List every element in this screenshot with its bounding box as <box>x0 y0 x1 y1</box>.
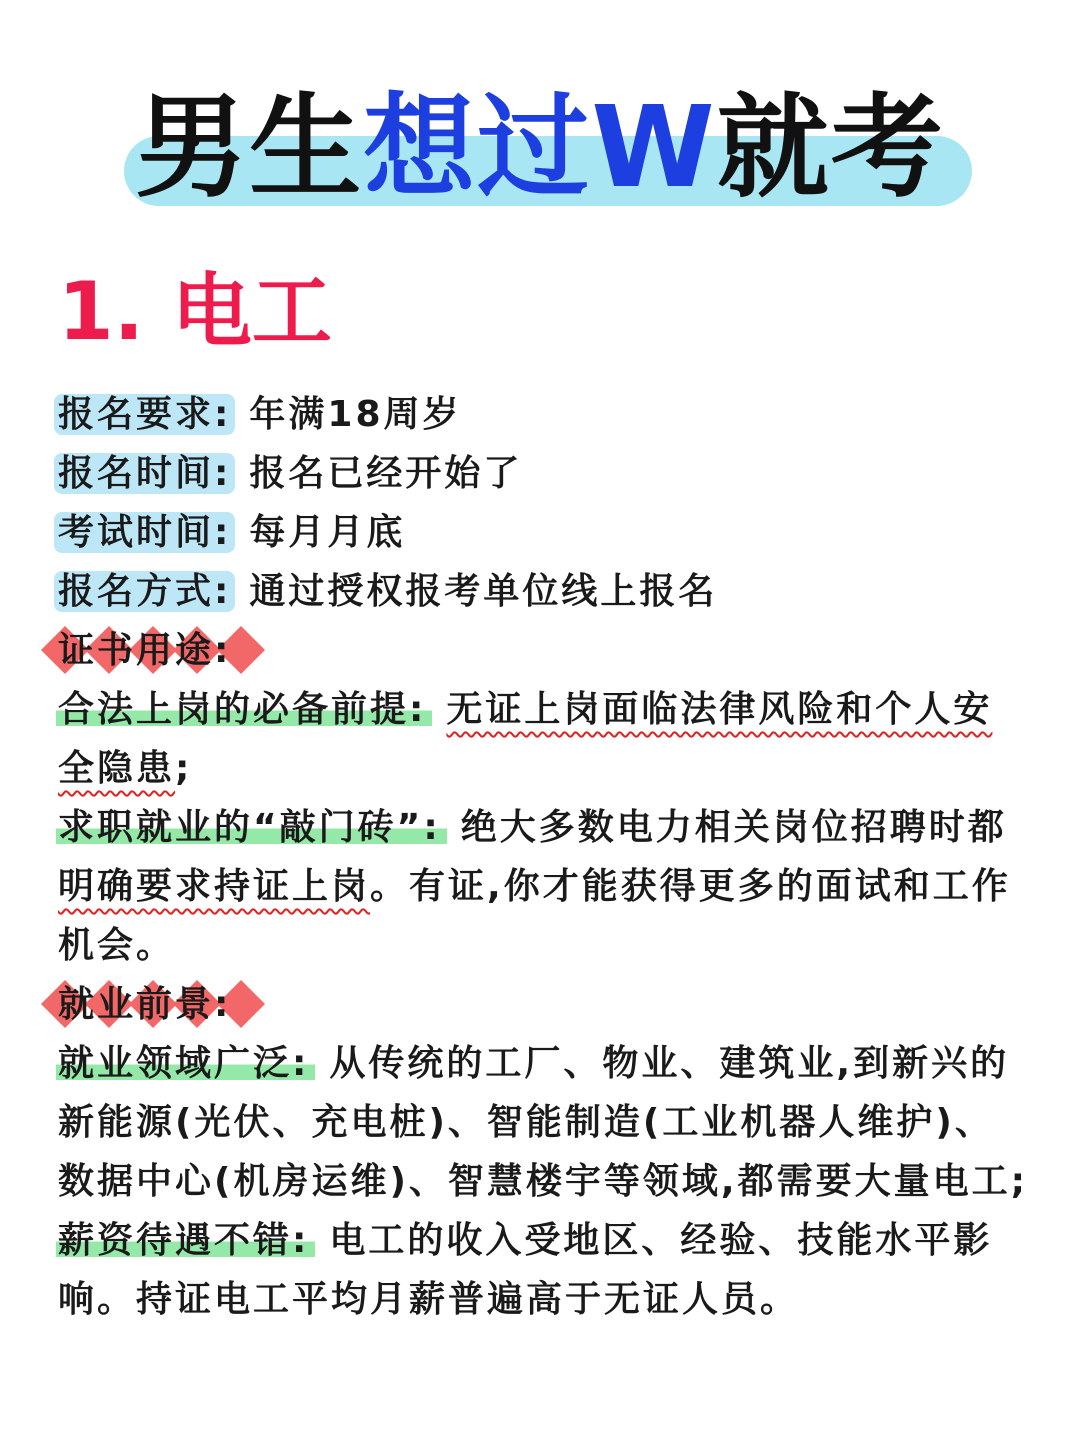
info-row-signup-time <box>58 444 1028 503</box>
info-value: 通过授权报考单位线上报名 <box>249 571 718 612</box>
title-banner <box>0 78 1080 218</box>
page-title <box>0 78 1080 218</box>
cert-use-item-1-wavy: 无证上岗面临法律风险和个人安全隐患 <box>58 689 993 789</box>
cert-use-item-1: 合法上岗的必备前提: 无证上岗面临法律风险和个人安全隐患; <box>58 689 993 789</box>
info-label: 报名方式: <box>54 571 235 612</box>
prospects-item-1: 就业领域广泛: 从传统的工厂、物业、建筑业,到新兴的新能源(光伏、充电桩)、智能制造(工业机器人维护)、数据中心(机房运维)、智慧楼宇等领域,都需要大量电工; <box>58 1043 1028 1202</box>
cert-use-heading-row <box>58 621 1028 680</box>
title-part-1: 男生 <box>135 83 364 213</box>
prospects-heading-row <box>58 975 1028 1034</box>
cert-use-item-2-wavy: 明确要求持证上岗 <box>58 866 371 907</box>
info-value: 报名已经开始了 <box>249 453 523 494</box>
info-row-signup-method <box>58 562 1028 621</box>
info-row-requirement <box>58 385 1028 444</box>
info-value: 每月月底 <box>249 512 406 553</box>
prospects-item-1-label: 就业领域广泛: <box>56 1043 315 1084</box>
section-heading: 1. 电工 <box>58 265 332 358</box>
info-label: 考试时间: <box>54 512 235 553</box>
cert-use-item-2-label: 求职就业的“敲门砖”: <box>56 807 447 848</box>
info-label: 报名要求: <box>54 394 235 435</box>
cert-use-item-2: 求职就业的“敲门砖”: 绝大多数电力相关岗位招聘时都明确要求持证上岗。有证,你才能获得更多的面试和工作机会。 <box>58 807 1011 966</box>
info-row-exam-time <box>58 503 1028 562</box>
prospects-item-2: 薪资待遇不错: 电工的收入受地区、经验、技能水平影响。持证电工平均月薪普遍高于无证人员。 <box>58 1220 993 1320</box>
prospects-item-2-label: 薪资待遇不错: <box>56 1220 315 1261</box>
info-label: 报名时间: <box>54 453 235 494</box>
cert-use-item-1-label: 合法上岗的必备前提: <box>56 689 432 730</box>
cert-use-heading: 证书用途: <box>54 621 253 680</box>
title-part-2: 想过W <box>363 83 717 213</box>
content-body <box>58 385 1028 1329</box>
info-value: 年满18周岁 <box>249 394 462 435</box>
prospects-heading: 就业前景: <box>54 975 253 1034</box>
title-part-3: 就考 <box>716 83 945 213</box>
